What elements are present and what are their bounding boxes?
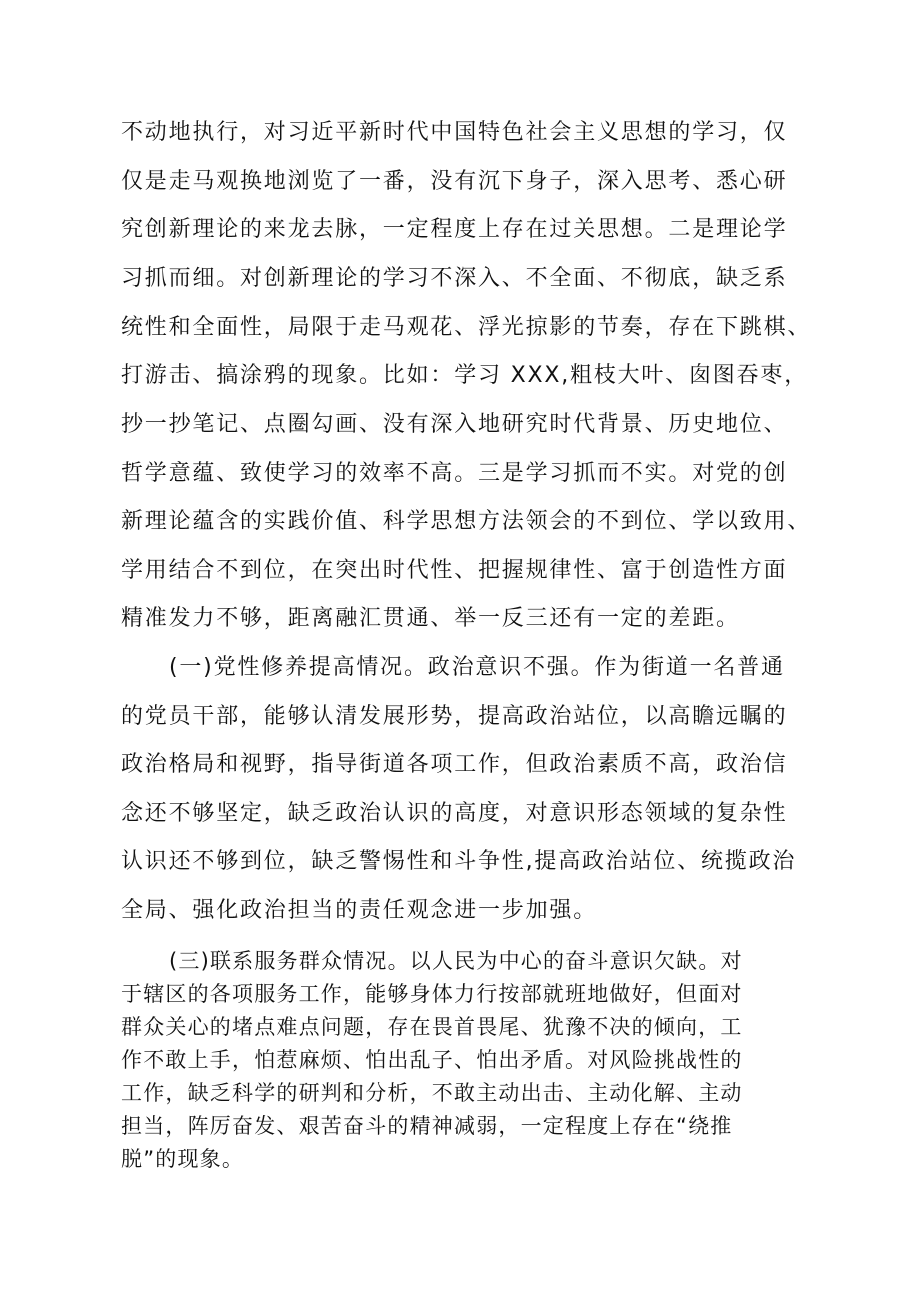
text-line: 精准发力不够，距离融汇贯通、举一反三还有一定的差距。 xyxy=(121,606,740,631)
text-line: 念还不够坚定，缺乏政治认识的高度，对意识形态领域的复杂性 xyxy=(121,801,788,826)
text-line: 全局、强化政治担当的责任观念进一步加强。 xyxy=(121,898,598,923)
text-line: 学用结合不到位，在突出时代性、把握规律性、富于创造性方面 xyxy=(121,558,788,583)
text-line: 统性和全面性，局限于走马观花、浮光掠影的节奏，存在下跳棋、 xyxy=(121,315,812,340)
text-line: 群众关心的堵点难点问题，存在畏首畏尾、犹豫不决的倾向，工 xyxy=(121,1015,743,1039)
text-line: 作不敢上手，怕惹麻烦、怕出乱子、怕出矛盾。对风险挑战性的 xyxy=(121,1048,743,1072)
text-line: 哲学意蕴、致使学习的效率不高。三是学习抓而不实。对党的创 xyxy=(121,461,788,486)
text-line: 政治格局和视野，指导街道各项工作，但政治素质不高，政治信 xyxy=(121,752,788,777)
text-line: 习抓而细。对创新理论的学习不深入、不全面、不彻底，缺乏系 xyxy=(121,266,788,291)
text-line: 打游击、搞涂鸦的现象。比如：学习 XXX,粗枝大叶、囱图吞枣， xyxy=(121,363,809,388)
text-line: 抄一抄笔记、点圈勾画、没有深入地研究时代背景、历史地位、 xyxy=(121,412,788,437)
text-line: 的党员干部，能够认清发展形势，提高政治站位，以高瞻远瞩的 xyxy=(121,704,788,729)
text-line: 担当，阵厉奋发、艰苦奋斗的精神减弱，一定程度上存在“绕推 xyxy=(121,1114,733,1138)
text-line: (三)联系服务群众情况。以人民为中心的奋斗意识欠缺。对 xyxy=(169,949,743,973)
text-line: (一)党性修养提高情况。政治意识不强。作为街道一名普通 xyxy=(169,655,785,680)
text-line: 仅是走马观换地浏览了一番，没有沉下身子，深入思考、悉心研 xyxy=(121,169,788,194)
text-line: 新理论蕴含的实践价值、科学思想方法领会的不到位、学以致用、 xyxy=(121,509,812,534)
text-line: 究创新理论的来龙去脉，一定程度上存在过关思想。二是理论学 xyxy=(121,217,788,242)
text-line: 工作，缺乏科学的研判和分析，不敢主动出击、主动化解、主动 xyxy=(121,1081,743,1105)
text-line: 认识还不够到位，缺乏警惕性和斗争性,提高政治站位、统揽政治 xyxy=(121,849,797,874)
text-line: 于辖区的各项服务工作，能够身体力行按部就班地做好，但面对 xyxy=(121,982,743,1006)
text-line: 脱”的现象。 xyxy=(121,1147,245,1171)
text-line: 不动地执行，对习近平新时代中国特色社会主义思想的学习，仅 xyxy=(121,120,788,145)
